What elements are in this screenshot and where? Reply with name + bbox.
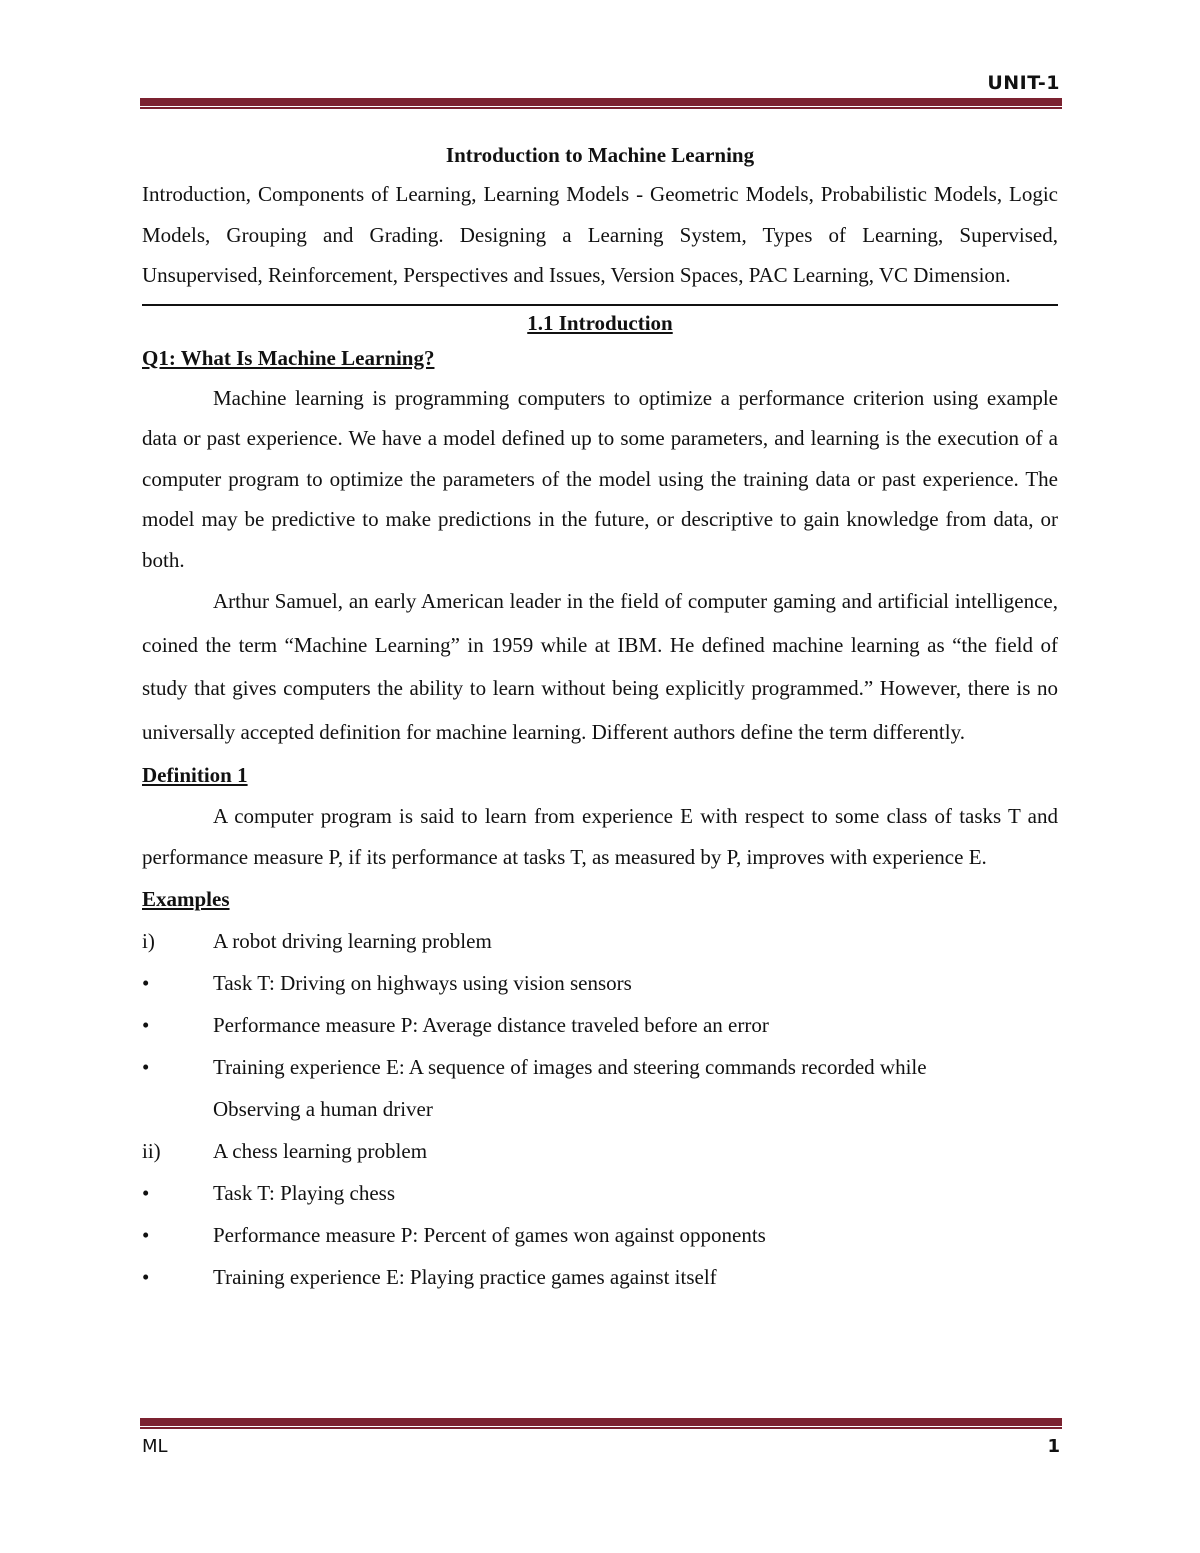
page-number: 1 [1047,1436,1060,1457]
bullet-icon: • [142,1012,150,1037]
list-item [142,1172,1058,1214]
definition-text: A computer program is said to learn from experience E with respect to some class of tasks T and performance measure P, if its performance at tasks T, as measured by P, improves with experience E. [142,804,1058,870]
bullet-icon: • [142,1054,150,1079]
list-item-text: Task T: Driving on highways using vision sensors [213,970,632,995]
list-marker: i) [142,928,155,953]
footer-course-label: ML [142,1436,168,1457]
list-item [142,1046,1058,1088]
bullet-icon: • [142,1180,150,1205]
examples-list [142,920,1058,1298]
list-item [142,962,1058,1004]
ml-definition-paragraph: Machine learning is programming computers to optimize a performance criterion using example data or past experience. We have a model defined up to some parameters, and learning is the execution of a computer program to optimize the parameters of the model using the training data or past experience. The model may be predictive to make predictions in the future, or descriptive to gain knowledge from data, or both. [142,385,1058,572]
page-content [142,140,1058,1298]
list-item-text: Performance measure P: Percent of games won against opponents [213,1222,766,1247]
list-marker [142,1088,213,1130]
list-item [142,1214,1058,1256]
list-item [142,1130,1058,1172]
list-item-text: A robot driving learning problem [213,928,492,953]
list-item [142,920,1058,962]
unit-label: UNIT-1 [987,72,1060,94]
header-rule [140,98,1062,106]
examples-heading: Examples [142,886,230,911]
list-item-text: A chess learning problem [213,1138,428,1163]
question-heading: Q1: What Is Machine Learning? [142,345,435,370]
list-item-text: Observing a human driver [213,1096,433,1121]
topics-paragraph: Introduction, Components of Learning, Learning Models - Geometric Models, Probabilistic Models, Logic Models, Grouping and Grading. Designing a Learning System, Types of Learning, Supervised, Unsupervised, Reinforcement, Perspectives and Issues, Version Spaces, PAC Learning, VC Dimension. [142,182,1058,287]
list-item-text: Training experience E: A sequence of images and steering commands recorded while [213,1054,927,1079]
footer-rule [140,1418,1062,1426]
arthur-samuel-paragraph: Arthur Samuel, an early American leader in the field of computer gaming and artificial intelligence, coined the term “Machine Learning” in 1959 while at IBM. He defined machine learning as “the field of study that gives computers the ability to learn without being explicitly programmed.” However, there is no universally accepted definition for machine learning. Different authors define the term differently. [142,589,1058,744]
list-item-text: Task T: Playing chess [213,1180,395,1205]
list-item-text: Performance measure P: Average distance traveled before an error [213,1012,769,1037]
list-item [142,1004,1058,1046]
list-item [142,1256,1058,1298]
list-marker: ii) [142,1138,161,1163]
definition-heading: Definition 1 [142,763,248,788]
header-rule-thin [140,107,1062,109]
document-title: Introduction to Machine Learning [445,143,755,167]
section-heading: 1.1 Introduction [527,310,673,335]
list-item-text: Training experience E: Playing practice games against itself [213,1264,717,1289]
list-item [142,1088,1058,1130]
bullet-icon: • [142,970,150,995]
bullet-icon: • [142,1264,150,1289]
bullet-icon: • [142,1222,150,1247]
footer-rule-thin [140,1427,1062,1429]
